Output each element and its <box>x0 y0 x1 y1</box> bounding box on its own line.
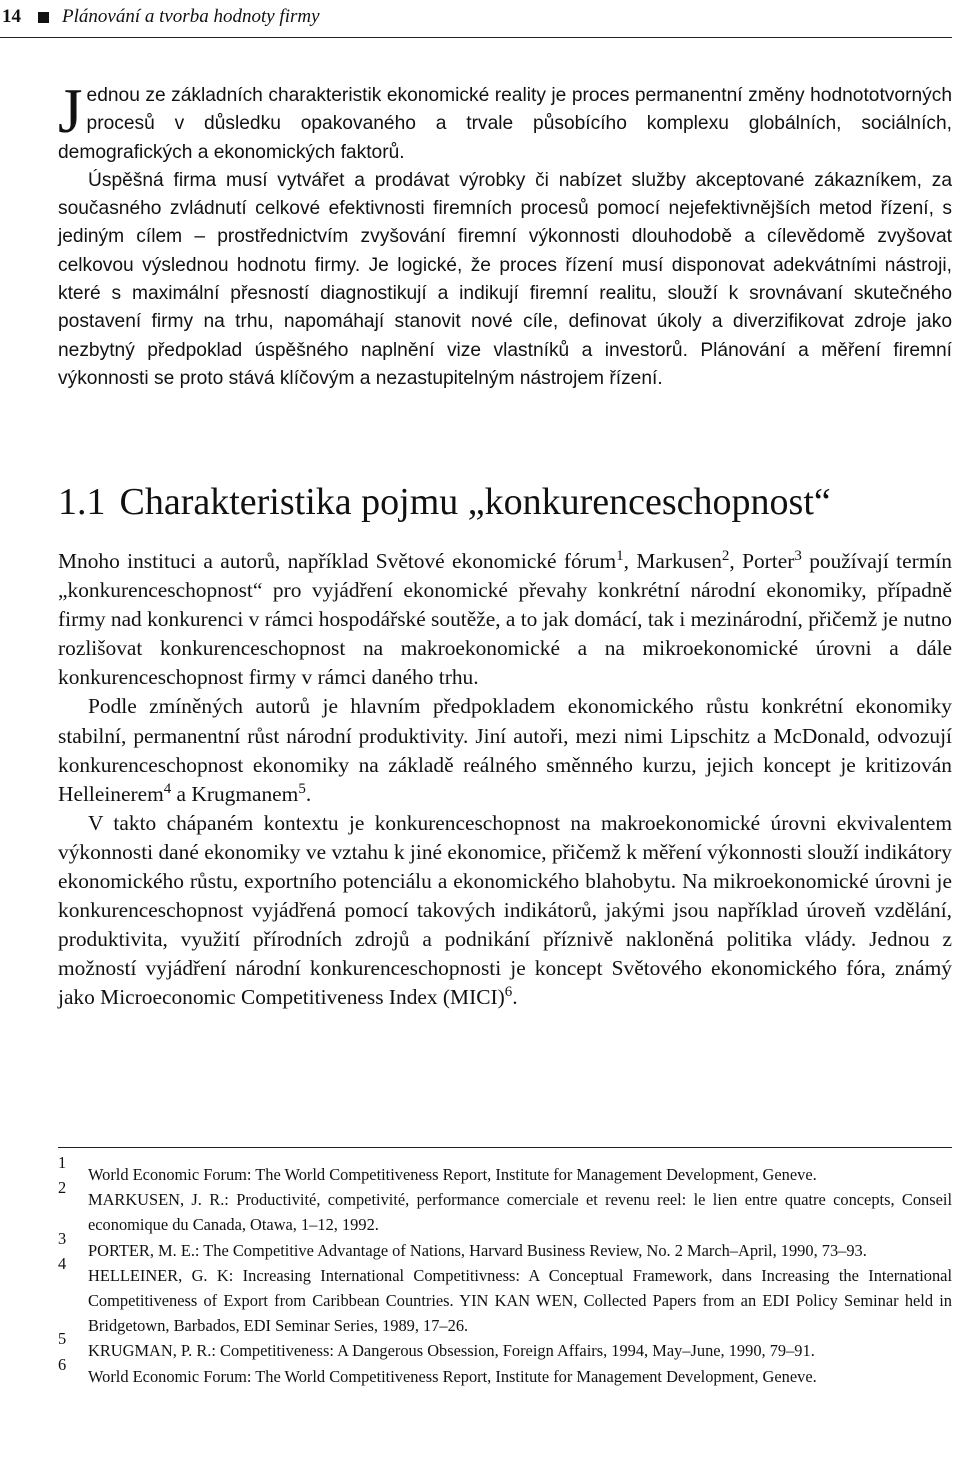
page-number: 14 <box>2 6 21 27</box>
footnote-rule <box>58 1147 952 1148</box>
section-number: 1.1 <box>58 481 106 523</box>
footnote-mark: 2 <box>58 1178 67 1198</box>
footnote-3 <box>58 1228 952 1263</box>
footnote-4 <box>58 1253 952 1339</box>
footnote-text: KRUGMAN, P. R.: Competitiveness: A Dangerous Obsession, Foreign Affairs, 1994, May–June, 1990, 79–91. <box>88 1341 815 1361</box>
footnote-text: PORTER, M. E.: The Competitive Advantage of Nations, Harvard Business Review, No. 2 March–April, 1990, 73–93. <box>88 1240 867 1260</box>
footnote-text: World Economic Forum: The World Competitiveness Report, Institute for Management Development, Geneve. <box>88 1366 817 1386</box>
running-title: Plánování a tvorba hodnoty firmy <box>62 6 320 27</box>
footnote-text: MARKUSEN, J. R.: Productivité, competivité, performance comerciale et revenu reel: le lien entre quatre concepts, Conseil economique du Canada, Otawa, 1–12, 1992. <box>88 1190 952 1235</box>
footnote-5 <box>58 1329 952 1363</box>
intro-paragraph-1 <box>58 76 952 167</box>
footnote-2 <box>58 1178 952 1237</box>
section-heading <box>58 478 952 526</box>
intro-paragraph-1-text: ednou ze základních charakteristik ekonomické reality je proces permanentní změny hodnototvorných procesů v důsledku opakovaného a trvale působícího komplexu globálních, sociálních, demografických a ekonomických faktorů. <box>58 85 952 163</box>
footnote-text: World Economic Forum: The World Competitiveness Report, Institute for Management Development, Geneve. <box>88 1165 817 1184</box>
footnote-ref-2: 2 <box>721 547 730 564</box>
section-paragraph-1: Mnoho instituci a autorů, například Světové ekonomické fórum$^1$, Markusen$^2$, Porter$^3$ používají termín „konkurenceschopnost“ pro vyjádření ekonomické převahy konkrétní národní ekonomiky, případně firmy nad konkurenci v rámci hospodářské soutěže, a to jak domácí, tak i mezinárodní, přičemž je nutno rozlišovat konkurenceschopnost na makroekonomické a na mikroekonomické úrovni a dále konkurenceschopnost firmy v rámci daného trhu. <box>58 547 952 690</box>
section-title: Charakteristika pojmu „konkurenceschopnost“ <box>119 481 831 523</box>
footnote-ref-3: 3 <box>794 547 802 564</box>
footnote-ref-4: 4 <box>163 780 172 797</box>
header-rule <box>0 37 952 38</box>
section-body <box>58 547 952 1013</box>
footnote-ref-6: 6 <box>504 984 513 1001</box>
section-paragraph-2: Podle zmíněných autorů je hlavním předpokladem ekonomického růstu konkrétní ekonomiky stabilní, permanentní růst národní produktivity. Jiní autoři, mezi nimi Lipschitz a McDonald, odvozují konkurenceschopnost ekonomiky na základě reálného směnného kurzu, jejich koncept je kritizován Helleinerem$^4$ a Krugmanem$^5$. <box>58 694 952 806</box>
drop-cap: J <box>58 76 83 146</box>
footnote-ref-1: 1 <box>616 547 624 564</box>
footnote-mark: 5 <box>58 1329 67 1349</box>
square-bullet-icon <box>38 12 49 23</box>
footnote-text: HELLEINER, G. K: Increasing International Competitivness: A Conceptual Framework, dans Increasing the International Competitiveness of Export from Caribbean Countries. YIN KAN WEN, Collected Papers from an EDI Policy Seminar held in Bridgetown, Barbados, EDI Seminar Series, 1989, 17–26. <box>88 1265 952 1336</box>
running-header <box>0 4 960 34</box>
footnotes <box>58 1153 952 1389</box>
footnote-ref-5: 5 <box>298 780 306 797</box>
footnote-mark: 1 <box>58 1153 67 1172</box>
intro-paragraph-2: Úspěšná firma musí vytvářet a prodávat výrobky či nabízet služby akceptované zákazníkem, za současného zvládnutí celkové efektivnosti firemních procesů pomocí nejefektivnějších metod řízení, s jediným cílem – prostřednictvím zvyšování firemní výkonnosti dlouhodobě a cílevědomě zvyšovat celkovou výslednou hodnotu firmy. Je logické, že proces řízení musí disponovat adekvátními nástroji, které s maximální přesností diagnostikují a indikují firemní realitu, slouží k srovnávaní skutečného postavení firmy na trhu, napomáhají stanovit nové cíle, definovat úkoly a diverzifikovat zdroje jako nezbytný předpoklad úspěšného naplnění vize vlastníků a investorů. Plánování a měření firemní výkonnosti se proto stává klíčovým a nezastupitelným nástrojem řízení. <box>58 169 952 389</box>
footnote-mark: 4 <box>58 1253 67 1273</box>
footnote-mark: 3 <box>58 1228 67 1248</box>
footnote-6 <box>58 1354 952 1389</box>
footnote-1 <box>58 1153 952 1187</box>
section-paragraph-3: V takto chápaném kontextu je konkurenceschopnost na makroekonomické úrovni ekvivalentem výkonnosti dané ekonomiky ve vztahu k jiné ekonomice, přičemž k měření výkonnosti slouží indikátory ekonomického růstu, exportního potenciálu a ekonomického blahobytu. Na mikroekonomické úrovni je konkurenceschopnost vyjádřená pomocí takových indikátorů, jakými jsou například úroveň vzdělání, produktivita, využití přírodních zdrojů a podnikání příznivě nakloněná politika vlády. Jednou z možností vyjádření národní konkurenceschopnosti je koncept Světového ekonomického fóra, známý jako Microeconomic Competitiveness Index (MICI)$^6$. <box>58 810 952 1010</box>
footnote-mark: 6 <box>58 1354 67 1374</box>
intro-text <box>58 76 952 393</box>
